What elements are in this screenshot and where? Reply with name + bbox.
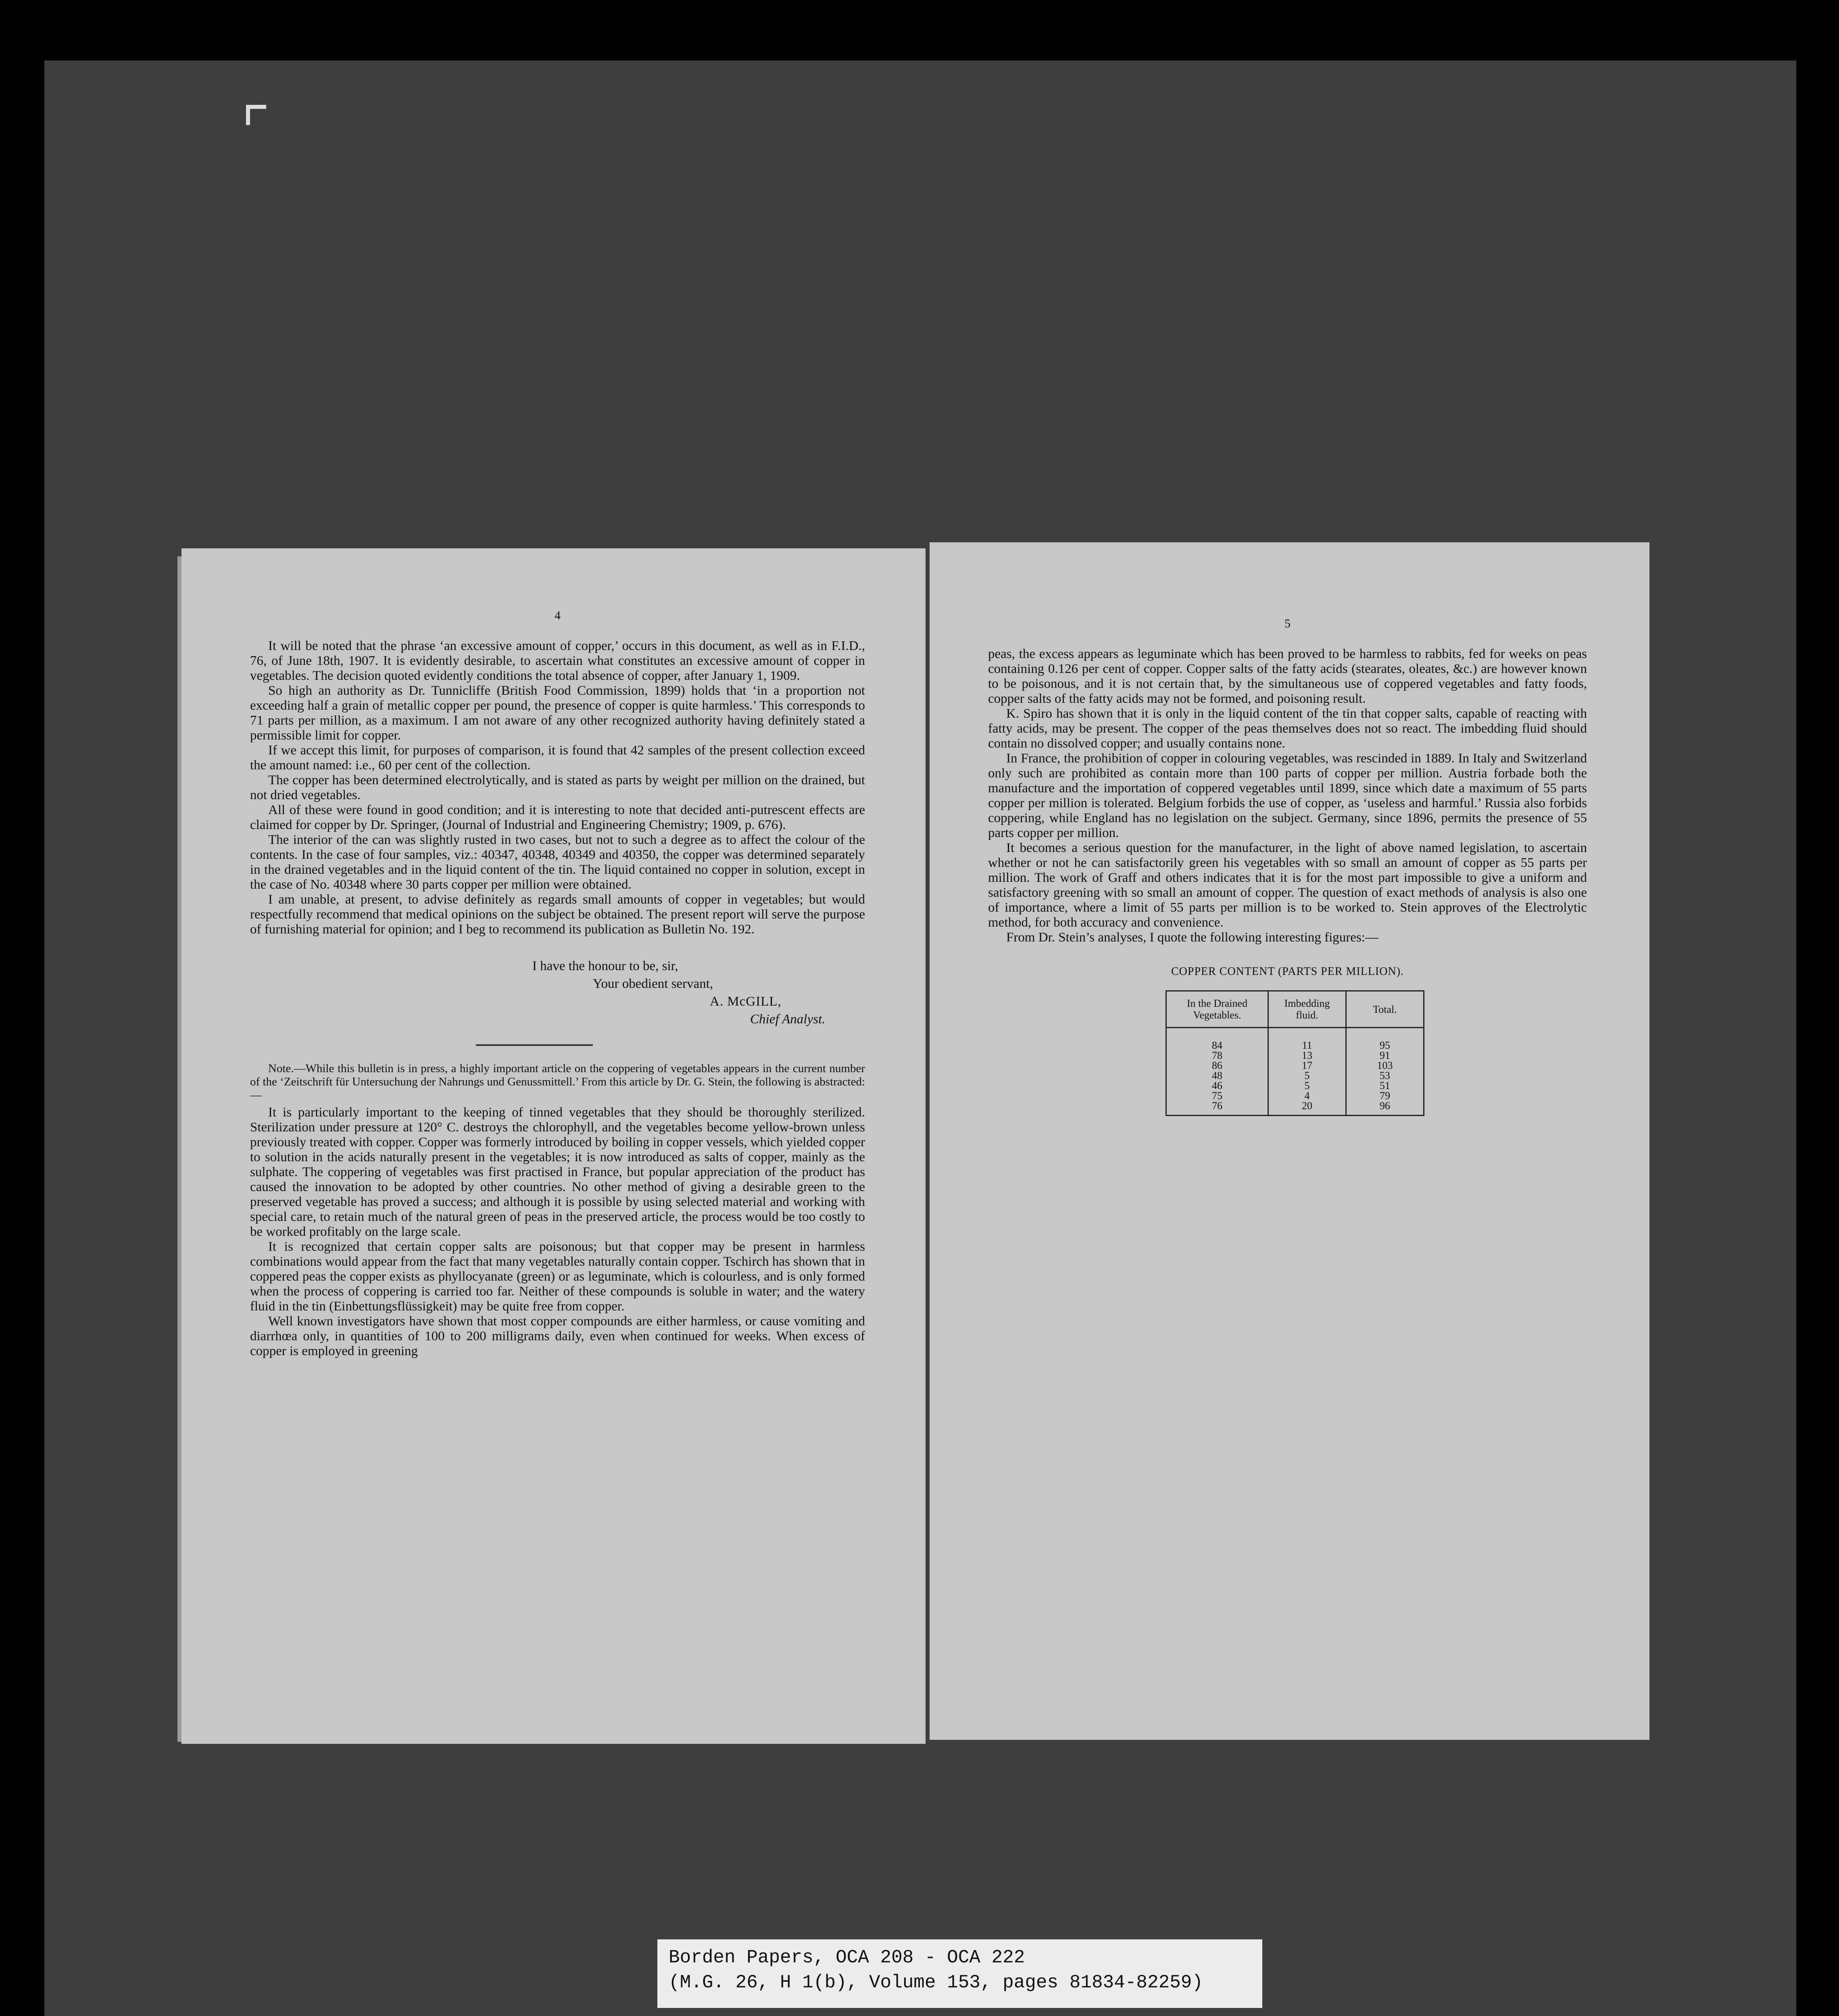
table-cell-value: 53: [1380, 1070, 1390, 1081]
table-cell-value: 86: [1212, 1060, 1222, 1071]
column-header: In the Drained Vegetables.: [1166, 991, 1268, 1028]
closing-line: I have the honour to be, sir,: [532, 959, 678, 973]
paragraph: The copper has been determined electrolytically, and is stated as parts by weight per million on the drained, but not dried vegetables.: [250, 773, 865, 802]
paragraph: K. Spiro has shown that it is only in the liquid content of the tin that copper salts, capable of reacting with fatty acids, may be present. The copper of the peas themselves does not so react. The imbedding fluid should contain no dissolved copper; and usually contains none.: [988, 706, 1587, 751]
table-cell-value: 4: [1304, 1090, 1310, 1102]
table-cell-value: 91: [1380, 1050, 1390, 1061]
table-cell-value: 79: [1380, 1090, 1390, 1102]
abstract-paragraph: It is particularly important to the keeping of tinned vegetables that they should be thoroughly sterilized. Sterilization under pressure at 120° C. destroys the chlorophyll, and the vegetables become yellow-brown unless previously treated with copper. Copper was formerly introduced by boiling in copper vessels, which yielded copper to solution in the acids naturally present in the vegetables; it is now introduced as salts of copper, mainly as the sulphate. The coppering of vegetables was first practised in France, but popular appreciation of the product has caused the innovation to be adopted by other countries. No other method of giving a desirable green to the preserved vegetable has proved a success; and although it is possible by using selected material and working with special care, to retain much of the natural green of peas in the preserved article, the process would be too costly to be worked profitably on the large scale.: [250, 1105, 865, 1239]
paragraph: I am unable, at present, to advise definitely as regards small amounts of copper in vegetables; but would respectfully recommend that medical opinions on the subject be obtained. The present report will serve the purpose of furnishing material for opinion; and I beg to recommend its publication as Bulletin No. 192.: [250, 892, 865, 937]
table-title: COPPER CONTENT (PARTS PER MILLION).: [1171, 965, 1404, 978]
table-cell-value: 46: [1212, 1080, 1222, 1091]
table-cell-value: 75: [1212, 1090, 1222, 1102]
drained-column: [1166, 1028, 1268, 1116]
right-page: [930, 542, 1649, 1740]
editorial-note: Note.—While this bulletin is in press, a highly important article on the coppering of vegetables appears in the current number of the ‘Zeitschrift für Untersuchung der Nahrungs und Genussmittell.’ From this article by Dr. G. Stein, the following is abstracted:—: [250, 1062, 865, 1102]
paragraph: In France, the prohibition of copper in colouring vegetables, was rescinded in 1889. In Italy and Switzerland only such are prohibited as contain more than 100 parts of copper per million. Austria forbade both the manufacture and the importation of coppered vegetables until 1899, since which date a maximum of 55 parts copper per million is tolerated. Belgium forbids the use of copper, as ‘useless and harmful.’ Russia also forbids coppering, while England has no legislation on the subject. Germany, since 1896, permits the presence of 55 parts copper per million.: [988, 751, 1587, 840]
page-number: 4: [555, 609, 561, 622]
paragraph: The interior of the can was slightly rusted in two cases, but not to such a degree as to affect the colour of the contents. In the case of four samples, viz.: 40347, 40348, 40349 and 40350, the copper was determined separately in the drained vegetables and in the liquid content of the tin. The liquid contained no copper in solution, except in the case of No. 40348 where 30 parts copper per million were obtained.: [250, 833, 865, 892]
column-header: Imbedding fluid.: [1268, 991, 1346, 1028]
table-cell-value: 96: [1380, 1100, 1390, 1112]
abstract-paragraph: Well known investigators have shown that most copper compounds are either harmless, or cause vomiting and diarrhœa only, in quantities of 100 to 200 milligrams daily, even when continued for weeks. When excess of copper is employed in greening: [250, 1314, 865, 1358]
paragraph: All of these were found in good condition; and it is interesting to note that decided anti-putrescent effects are claimed for copper by Dr. Springer, (Journal of Industrial and Engineering Chemistry; 1909, p. 676).: [250, 803, 865, 832]
source-line: (M.G. 26, H 1(b), Volume 153, pages 81834-82259): [669, 1972, 1203, 1993]
table-cell-value: 103: [1377, 1060, 1393, 1071]
paragraph: It will be noted that the phrase ‘an excessive amount of copper,’ occurs in this document, as well as in F.I.D., 76, of June 18th, 1907. It is evidently desirable, to ascertain what constitutes an excessive amount of copper in vegetables. The decision quoted evidently conditions the total absence of copper, after January 1, 1909.: [250, 639, 865, 683]
left-page: [181, 548, 926, 1744]
table-cell-value: 51: [1380, 1080, 1390, 1091]
paragraph: So high an authority as Dr. Tunnicliffe (British Food Commission, 1899) holds that ‘in a proportion not exceeding half a grain of metallic copper per pound, the presence of copper is quite harmless.’ This corresponds to 71 parts per million, as a maximum. I am not aware of any other recognized authority having definitely stated a permissible limit for copper.: [250, 683, 865, 743]
table-row: [1166, 1028, 1424, 1116]
total-column: [1346, 1028, 1424, 1116]
source-line: Borden Papers, OCA 208 - OCA 222: [669, 1947, 1025, 1968]
table-cell-value: 13: [1302, 1050, 1312, 1061]
table-cell-value: 76: [1212, 1100, 1222, 1112]
table-cell-value: 11: [1302, 1039, 1312, 1051]
table-cell-value: 84: [1212, 1039, 1222, 1051]
signer-name: A. McGILL,: [710, 994, 782, 1009]
copper-content-table: [1166, 990, 1424, 1116]
signer-title: Chief Analyst.: [750, 1012, 826, 1027]
abstract-paragraph: It is recognized that certain copper salts are poisonous; but that copper may be present in harmless combinations would appear from the fact that many vegetables naturally contain copper. Tschirch has shown that in coppered peas the copper exists as phyllocyanate (green) or as leguminate, which is colourless, and is only formed when the process of coppering is carried too far. Neither of these compounds is soluble in water; and the watery fluid in the tin (Einbettungsflüssigkeit) may be quite free from copper.: [250, 1239, 865, 1314]
fluid-column: [1268, 1028, 1346, 1116]
table-cell-value: 5: [1304, 1080, 1310, 1091]
paragraph: It becomes a serious question for the manufacturer, in the light of above named legislation, to ascertain whether or not he can satisfactorily green his vegetables with so small an amount of copper as 55 parts per million. The work of Graff and others indicates that it is for the most part impossible to give a uniform and satisfactory greening with so small an amount of copper. The question of exact methods of analysis is also one of importance, where a limit of 55 parts per million is to be worked to. Stein approves of the Electrolytic method, for both accuracy and convenience.: [988, 841, 1587, 930]
crop-mark-top-left: [246, 105, 266, 125]
column-header: Total.: [1346, 991, 1424, 1028]
divider: [476, 1044, 593, 1046]
table-cell-value: 48: [1212, 1070, 1222, 1081]
paragraph: peas, the excess appears as leguminate which has been proved to be harmless to rabbits, fed for weeks on peas containing 0.126 per cent of copper. Copper salts of the fatty acids (stearates, oleates, &c.) are however known to be poisonous, and it is not certain that, by the simultaneous use of coppered vegetables and fatty foods, copper salts of the fatty acids may not be formed, and poisoning result.: [988, 647, 1587, 706]
page-number: 5: [1284, 617, 1291, 630]
complimentary-close: Your obedient servant,: [593, 977, 713, 991]
table-header-row: [1166, 991, 1424, 1028]
source-label: [657, 1939, 1262, 2008]
table-cell-value: 5: [1304, 1070, 1310, 1081]
table-cell-value: 78: [1212, 1050, 1222, 1061]
table-cell-value: 17: [1302, 1060, 1312, 1071]
paragraph: If we accept this limit, for purposes of comparison, it is found that 42 samples of the present collection exceed the amount named: i.e., 60 per cent of the collection.: [250, 743, 865, 773]
table-cell-value: 20: [1302, 1100, 1312, 1112]
table-cell-value: 95: [1380, 1039, 1390, 1051]
paragraph: From Dr. Stein’s analyses, I quote the following interesting figures:—: [1006, 930, 1378, 945]
